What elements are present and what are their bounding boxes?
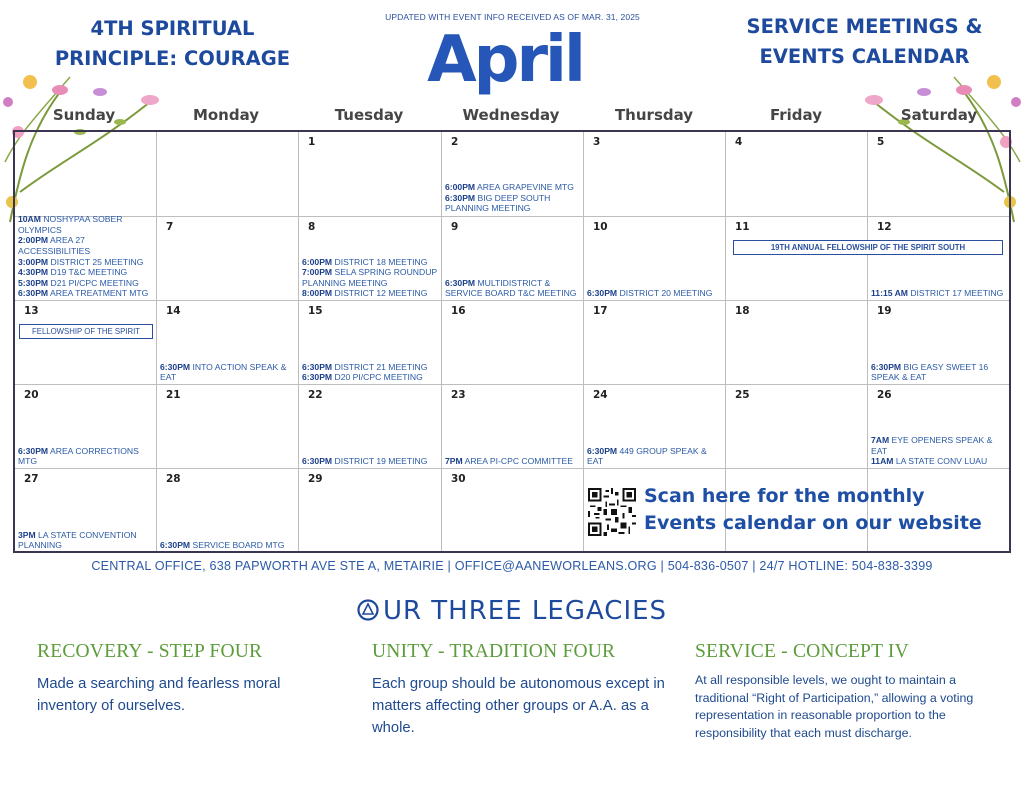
day-cell-6[interactable]: [15, 214, 157, 301]
event-title: 449 GROUP SPEAK & EAT: [587, 445, 707, 467]
event-item[interactable]: [18, 446, 155, 467]
day-cell-18[interactable]: [726, 301, 868, 385]
event-title: DISTRICT 19 MEETING: [332, 456, 428, 467]
day-cell-14[interactable]: [157, 301, 299, 385]
event-item[interactable]: [871, 288, 1008, 299]
calendar-title: [722, 12, 1007, 72]
day-cell-empty: [157, 132, 299, 216]
day-number: 23: [451, 389, 466, 401]
event-time: 6:30PM: [302, 456, 333, 467]
event-title: LA STATE CONV LUAU: [893, 456, 988, 467]
unity-heading: UNITY - TRADITION FOUR: [372, 641, 616, 662]
event-item[interactable]: [445, 456, 582, 467]
day-number: 10: [593, 221, 608, 233]
event-title: AREA PI-CPC COMMITTEE: [462, 456, 573, 467]
legacies-title: UR THREE LEGACIES: [382, 596, 668, 626]
day-number: 8: [308, 221, 316, 233]
day-cell-22[interactable]: [299, 385, 441, 469]
right-title-line2: EVENTS CALENDAR: [759, 45, 970, 68]
event-time: 6:30PM: [160, 361, 191, 372]
event-list: [445, 278, 582, 299]
event-list: [160, 362, 297, 383]
event-title: SELA SPRING ROUNDUP PLANNING MEETING: [302, 267, 437, 288]
event-item[interactable]: [18, 214, 155, 235]
day-number: 26: [877, 389, 892, 401]
day-number: 17: [593, 305, 608, 317]
month-title: April: [427, 23, 583, 97]
event-title: SERVICE BOARD MTG: [190, 540, 285, 551]
unity-text: Each group should be autonomous except in matters affecting other groups or A.A. as a whole.: [372, 676, 665, 736]
day-cell-10[interactable]: [584, 217, 726, 301]
event-item[interactable]: [18, 257, 155, 268]
day-cell-20[interactable]: [15, 385, 157, 469]
event-list: [871, 288, 1008, 299]
event-title: DISTRICT 25 MEETING: [48, 256, 144, 267]
event-item[interactable]: [18, 278, 155, 289]
event-banner-fellowship-south[interactable]: 19TH ANNUAL FELLOWSHIP OF THE SPIRIT SOUTH: [733, 240, 1003, 255]
event-list: [587, 288, 724, 299]
event-list: [18, 530, 155, 551]
event-item[interactable]: [445, 193, 582, 214]
event-item[interactable]: [302, 267, 439, 288]
event-title: AREA TREATMENT MTG: [48, 288, 149, 299]
event-time: 3PM: [18, 529, 36, 540]
event-item[interactable]: [18, 288, 155, 299]
event-item[interactable]: [302, 257, 439, 268]
event-item[interactable]: [302, 362, 439, 373]
left-title-line1: 4TH SPIRITUAL: [90, 17, 255, 40]
event-title: AREA 27 ACCESSIBILITIES: [18, 235, 91, 257]
event-title: DISTRICT 17 MEETING: [907, 288, 1004, 299]
day-cell-29[interactable]: [299, 469, 441, 553]
event-list: [871, 362, 1008, 383]
day-cell-1[interactable]: [299, 132, 441, 216]
event-title: BIG EASY SWEET 16 SPEAK & EAT: [871, 361, 989, 383]
recovery-heading: RECOVERY - STEP FOUR: [37, 641, 263, 662]
day-number: 2: [451, 136, 459, 148]
event-title: DISTRICT 21 MEETING: [332, 361, 428, 372]
event-list: [445, 182, 582, 214]
day-cell-19[interactable]: [868, 301, 1010, 385]
event-list: [18, 214, 155, 299]
day-number: 18: [735, 305, 750, 317]
day-cell-30[interactable]: [442, 469, 584, 553]
day-number: 30: [451, 473, 466, 485]
day-cell-5[interactable]: [868, 132, 1010, 216]
event-list: [871, 435, 1008, 467]
day-number: 5: [877, 136, 885, 148]
day-number: 19: [877, 305, 892, 317]
day-number: 11: [735, 221, 750, 233]
qr-caption-line1: Scan here for the monthly: [644, 485, 925, 507]
event-item[interactable]: [871, 435, 1008, 456]
event-time: 6:30PM: [587, 288, 618, 299]
event-time: 6:30PM: [587, 445, 618, 456]
event-item[interactable]: [160, 540, 297, 551]
day-cell-25[interactable]: [726, 385, 868, 469]
day-cell-16[interactable]: [442, 301, 584, 385]
day-header-monday: Monday: [192, 106, 260, 124]
event-item[interactable]: [445, 278, 582, 299]
event-title: NOSHYPAA SOBER OLYMPICS: [18, 214, 123, 235]
day-number: 24: [593, 389, 608, 401]
day-header-tuesday: Tuesday: [334, 106, 404, 124]
qr-caption-line2: Events calendar on our website: [644, 512, 982, 534]
event-title: AREA GRAPEVINE MTG: [475, 182, 574, 193]
event-time: 6:30PM: [445, 192, 476, 203]
event-item[interactable]: [160, 362, 297, 383]
day-cell-17[interactable]: [584, 301, 726, 385]
event-time: 6:30PM: [445, 277, 476, 288]
day-cell-9[interactable]: [442, 217, 584, 301]
event-item[interactable]: [871, 362, 1008, 383]
day-number: 15: [308, 305, 323, 317]
day-number: 4: [735, 136, 743, 148]
day-number: 12: [877, 221, 892, 233]
three-legacies-heading: [0, 596, 1024, 626]
event-item[interactable]: [18, 530, 155, 551]
day-number: 16: [451, 305, 466, 317]
central-office-contact: CENTRAL OFFICE, 638 PAPWORTH AVE STE A, METAIRIE | OFFICE@AANEWORLEANS.ORG | 504-836-0507 | 24/7 HOTLINE: 504-838-3399: [91, 559, 933, 573]
day-cell-3[interactable]: [584, 132, 726, 216]
day-cell-4[interactable]: [726, 132, 868, 216]
day-number: 21: [166, 389, 181, 401]
day-header-friday: Friday: [769, 106, 822, 124]
day-cell-21[interactable]: [157, 385, 299, 469]
event-title: D21 PI/CPC MEETING: [48, 277, 139, 288]
event-title: DISTRICT 20 MEETING: [617, 288, 713, 299]
day-header-sunday: Sunday: [52, 106, 116, 124]
event-time: 6:30PM: [302, 361, 333, 372]
event-time: 11AM: [871, 456, 894, 467]
day-number: 27: [24, 473, 39, 485]
day-cell-2[interactable]: [442, 132, 584, 216]
day-cell-13[interactable]: [15, 301, 157, 385]
event-item[interactable]: [871, 456, 1008, 467]
event-list: [160, 540, 297, 551]
day-cell-23[interactable]: [442, 385, 584, 469]
event-time: 7AM: [871, 435, 890, 446]
event-time: 6:30PM: [871, 361, 902, 372]
event-title: EYE OPENERS SPEAK & EAT: [871, 435, 993, 456]
qr-code[interactable]: [588, 488, 636, 536]
event-time: 6:30PM: [302, 372, 333, 383]
event-item[interactable]: [18, 235, 155, 256]
right-title-line1: SERVICE MEETINGS &: [746, 15, 983, 38]
event-list: [587, 446, 724, 467]
event-list: [302, 456, 439, 467]
event-list: [302, 362, 439, 383]
event-title: D19 T&C MEETING: [48, 267, 128, 278]
event-time: 5:30PM: [18, 277, 49, 288]
day-number: 1: [308, 136, 316, 148]
event-list: [302, 257, 439, 299]
event-title: MULTIDISTRICT & SERVICE BOARD T&C MEETING: [445, 277, 577, 299]
event-time: 2:00PM: [18, 235, 49, 246]
event-title: LA STATE CONVENTION PLANNING: [18, 529, 137, 551]
event-time: 7:00PM: [302, 267, 333, 278]
event-title: D20 PI/CPC MEETING: [332, 372, 423, 383]
event-title: AREA CORRECTIONS MTG: [18, 445, 139, 467]
day-number: 22: [308, 389, 323, 401]
event-time: 10AM: [18, 214, 41, 225]
day-number: 14: [166, 305, 181, 317]
day-number: 28: [166, 473, 181, 485]
event-banner-fellowship[interactable]: FELLOWSHIP OF THE SPIRIT: [19, 324, 153, 339]
service-text: At all responsible levels, we ought to maintain a traditional “Right of Participation,” allowing a voting representation in reasonable proportion to the responsibility that each must discharge.: [695, 673, 974, 740]
event-time: 7PM: [445, 456, 463, 467]
day-cell-12[interactable]: [868, 217, 1010, 301]
day-header-saturday: Saturday: [900, 106, 978, 124]
day-cell-7[interactable]: [157, 217, 299, 301]
event-list: [445, 456, 582, 467]
event-list: [18, 446, 155, 467]
day-cell-26[interactable]: [868, 385, 1010, 469]
event-title: DISTRICT 12 MEETING: [332, 288, 428, 299]
spiritual-principle-title: [40, 14, 305, 74]
event-title: BIG DEEP SOUTH PLANNING MEETING: [445, 192, 551, 214]
day-number: 29: [308, 473, 323, 485]
day-cell-15[interactable]: [299, 301, 441, 385]
event-title: DISTRICT 18 MEETING: [332, 256, 428, 267]
event-time: 3:00PM: [18, 256, 49, 267]
day-cell-8[interactable]: [299, 217, 441, 301]
event-time: 6:30PM: [18, 288, 49, 299]
qr-caption: [644, 483, 1004, 537]
day-cell-24[interactable]: [584, 385, 726, 469]
event-time: 8:00PM: [302, 288, 333, 299]
event-item[interactable]: [587, 288, 724, 299]
day-number: 3: [593, 136, 601, 148]
updated-note: UPDATED WITH EVENT INFO RECEIVED AS OF MAR. 31, 2025: [385, 12, 640, 22]
event-time: 6:00PM: [302, 256, 333, 267]
day-cell-11[interactable]: [726, 217, 868, 301]
event-item[interactable]: [18, 267, 155, 278]
event-item[interactable]: [587, 446, 724, 467]
day-cell-27[interactable]: [15, 469, 157, 553]
event-time: 6:30PM: [160, 540, 191, 551]
event-item[interactable]: [302, 288, 439, 299]
day-number: 13: [24, 305, 39, 317]
service-heading: SERVICE - CONCEPT IV: [695, 641, 909, 662]
day-header-thursday: Thursday: [614, 106, 694, 124]
day-number: 20: [24, 389, 39, 401]
event-item[interactable]: [302, 372, 439, 383]
recovery-text: Made a searching and fearless moral inventory of ourselves.: [37, 676, 281, 714]
day-header-wednesday: Wednesday: [462, 106, 560, 124]
left-title-line2: PRINCIPLE: COURAGE: [54, 47, 291, 70]
event-title: INTO ACTION SPEAK & EAT: [160, 361, 287, 383]
day-number: 25: [735, 389, 750, 401]
aa-logo-icon: [357, 599, 379, 621]
event-time: 4:30PM: [18, 267, 49, 278]
event-item[interactable]: [445, 182, 582, 193]
event-time: 6:30PM: [18, 445, 49, 456]
day-cell-28[interactable]: [157, 469, 299, 553]
day-cell-empty: [15, 132, 157, 216]
event-item[interactable]: [302, 456, 439, 467]
event-time: 11:15 AM: [871, 288, 908, 299]
event-time: 6:00PM: [445, 182, 476, 193]
day-number: 7: [166, 221, 174, 233]
day-number: 9: [451, 221, 459, 233]
